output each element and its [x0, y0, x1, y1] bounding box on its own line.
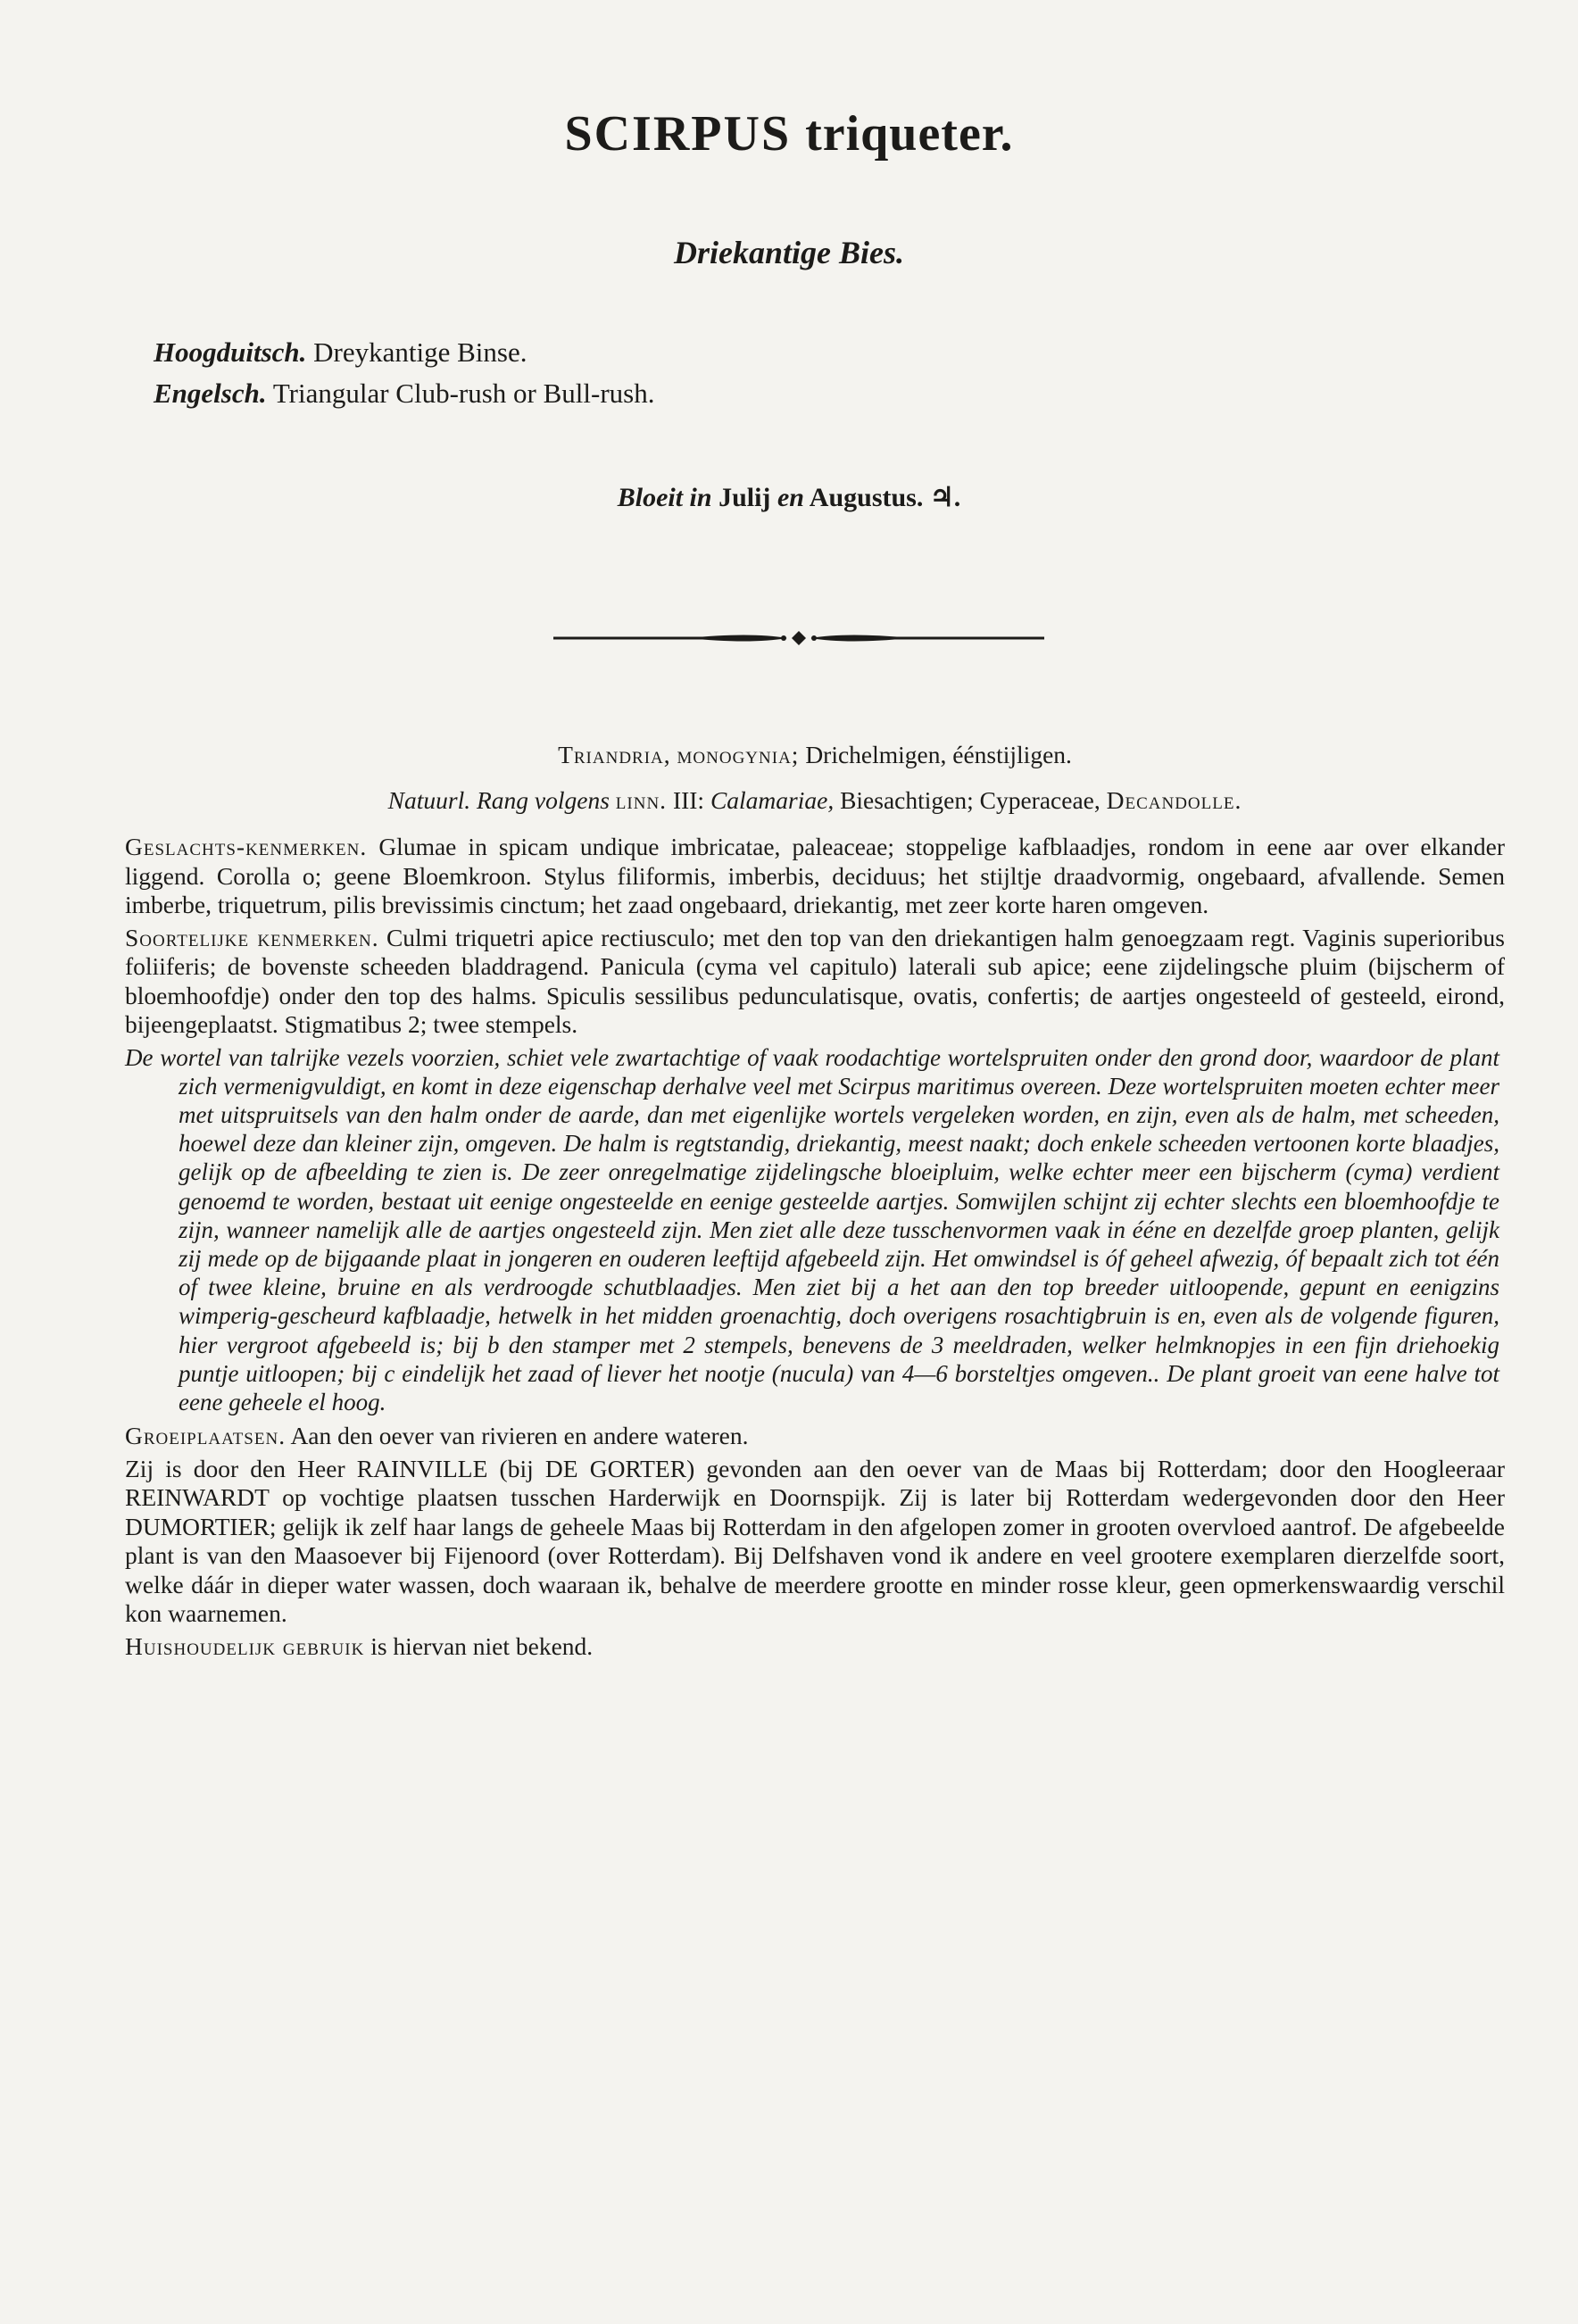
habitat-text: Aan den oever van rivieren en andere wateren. [290, 1422, 749, 1450]
description [125, 1043, 1505, 1417]
name-english [154, 373, 655, 414]
dutch-name: Driekantige Bies. [674, 235, 904, 270]
genus-characters-text: Glumae in spicam undique imbricatae, paleaceae; stoppelige kafblaadjes, rondom in eene aar over elkander liggend. Corolla o; geene Bloemkroon. Stylus filiformis, imberbis, deciduus; het stijltje draadvormig, ongebaard, afvallende. Semen imberbe, triquetrum, pilis brevissimis cinctum; het zaad ongebaard, driekantig, met zeer korte haren omgeven. [125, 833, 1506, 918]
habitat-label: Groeiplaatsen. [125, 1422, 287, 1450]
order-name: monogynia; [677, 741, 800, 768]
locations: Zij is door den Heer RAINVILLE (bij DE GORTER) gevonden aan den oever van de Maas bij Rotterdam; door den Hoogleeraar REINWARDT op vochtige plaatsen tusschen Harderwijk en Doornspijk. Zij is later bij Rotterdam wedergevonden door den Heer DUMORTIER; gelijk ik zelf haar langs de geheele Maas bij Rotterdam in den afgelopen zomer in grooten overvloed aantrof. De afgebeelde plant is van den Maasoever bij Fijenoord (over Rotterdam). Bij Delfshaven vond ik andere en veel grootere exemplaren dierzelfde soort, welke dáár in dieper water wassen, doch waaraan ik, behalve de meerdere grootte en minder rosse kleur, geen opmerkenswaardig verschil kon waarnemen. [125, 1454, 1505, 1628]
genus-characters [125, 833, 1505, 920]
body-text [125, 741, 1505, 1664]
perennial-symbol: ♃. [929, 483, 961, 512]
species-characters-text: Culmi triquetri apice rectiusculo; met den top van den driekantigen halm genoegzaam regt. Vaginis superioribus foliiferis; de bovenste scheeden bladdragend. Panicula (cyma vel capitulo) laterali sub apice; eene zijdelingsche pluim (bijscherm of bloemhoofdje) onder den top des halms. Spiculis sessilibus pedunculatisque, ovatis, confertis; de aartjes ongesteeld of gesteeld, eirond, bijeengeplaatst. Stigmatibus 2; twee stempels. [125, 923, 1506, 1038]
name-lang: Engelsch. [154, 378, 267, 409]
bloom-conj: en [777, 483, 804, 512]
name-text: Dreykantige Binse. [313, 336, 527, 368]
bloom-month-2: Augustus. [809, 483, 924, 512]
page-title [0, 105, 1578, 162]
name-german [154, 332, 655, 373]
habitat [125, 1422, 1505, 1451]
natural-order-line [125, 786, 1505, 816]
natural-number: III: [672, 785, 705, 814]
species-characters-label: Soortelijke kenmerken. [125, 923, 379, 951]
ornament-divider [553, 625, 1044, 652]
household-use [125, 1632, 1505, 1662]
class-name: Triandria, [558, 741, 671, 768]
name-lang: Hoogduitsch. [154, 336, 307, 368]
bloom-prefix: Bloeit in [617, 483, 712, 512]
description-text: De wortel van talrijke vezels voorzien, schiet vele zwartachtige of vaak roodachtige wortelspruiten onder den grond door, waardoor de plant zich vermenigvuldigt, en komt in deze eigenschap derhalve veel met Scirpus maritimus overeen. Deze wortelspruiten moeten echter meer met uitspruitsels van den halm onder de aarde, dan met eigenlijke wortels vergeleken worden, en zijn, even als de halm, met scheeden, hoewel deze dan kleiner zijn, omgeven. De halm is regtstandig, driekantig, meest naakt; doch enkele scheeden vertoonen korte blaadjes, gelijk op de afbeelding te zien is. De zeer onregelmatige zijdelingsche bloeipluim, welke echter meer een bijscherm (cyma) verdient genoemd te worden, bestaat uit eenige ongesteelde en eenige gesteelde aartjes. Somwijlen schijnt zij echter slechts een bloemhoofdje te zijn, wanneer namelijk alle de aartjes ongesteeld zijn. Men ziet alle deze tusschenvormen vaak in ééne en dezelfde groep planten, gelijk zij mede op de bijgaande plaat in jongeren en ouderen leeftijd afgebeeld zijn. Het omwindsel is óf geheel afwezig, óf bepaalt zich tot één of twee kleine, bruine en als verdroogde schutblaadjes. Men ziet bij a het aan den top breeder uitloopende, gepunt en eenigzins wimperig-gescheurd kafblaadje, hetwelk in het midden groenachtig, doch overigens rosachtigbruin is en, even als de volgende figuren, hier vergroot afgebeeld is; bij b den stamper met 2 stempels, benevens de 3 meeldraden, welker helmknopjes in een fijn driehoekig puntje uitloopen; bij c eindelijk het zaad of liever het nootje (nucula) van 4—6 borsteltjes omgeven.. De plant groeit van eene halve tot eene geheele el hoog. [125, 1043, 1499, 1415]
species-characters [125, 924, 1505, 1040]
household-use-text: is hiervan niet bekend. [370, 1631, 594, 1660]
linnaeus: linn. [615, 785, 668, 814]
calamariae: Calamariae, [710, 785, 835, 814]
decandolle: Decandolle. [1106, 785, 1242, 814]
natural-label: Natuurl. Rang volgens [387, 785, 610, 814]
title-species: triqueter. [805, 106, 1014, 162]
name-text: Triangular Club-rush or Bull-rush. [272, 378, 655, 409]
title-genus: SCIRPUS [564, 106, 792, 162]
genus-characters-label: Geslachts-kenmerken. [125, 833, 368, 860]
natural-rest: Biesachtigen; Cyperaceae, [840, 785, 1100, 814]
vernacular-names [154, 332, 655, 414]
class-dutch: Drichelmigen, éénstijligen. [805, 741, 1072, 768]
bloom-month-1: Julij [718, 483, 771, 512]
classification-line [125, 741, 1505, 770]
bloom-period [0, 482, 1578, 513]
household-use-label: Huishoudelijk gebruik [125, 1631, 365, 1660]
